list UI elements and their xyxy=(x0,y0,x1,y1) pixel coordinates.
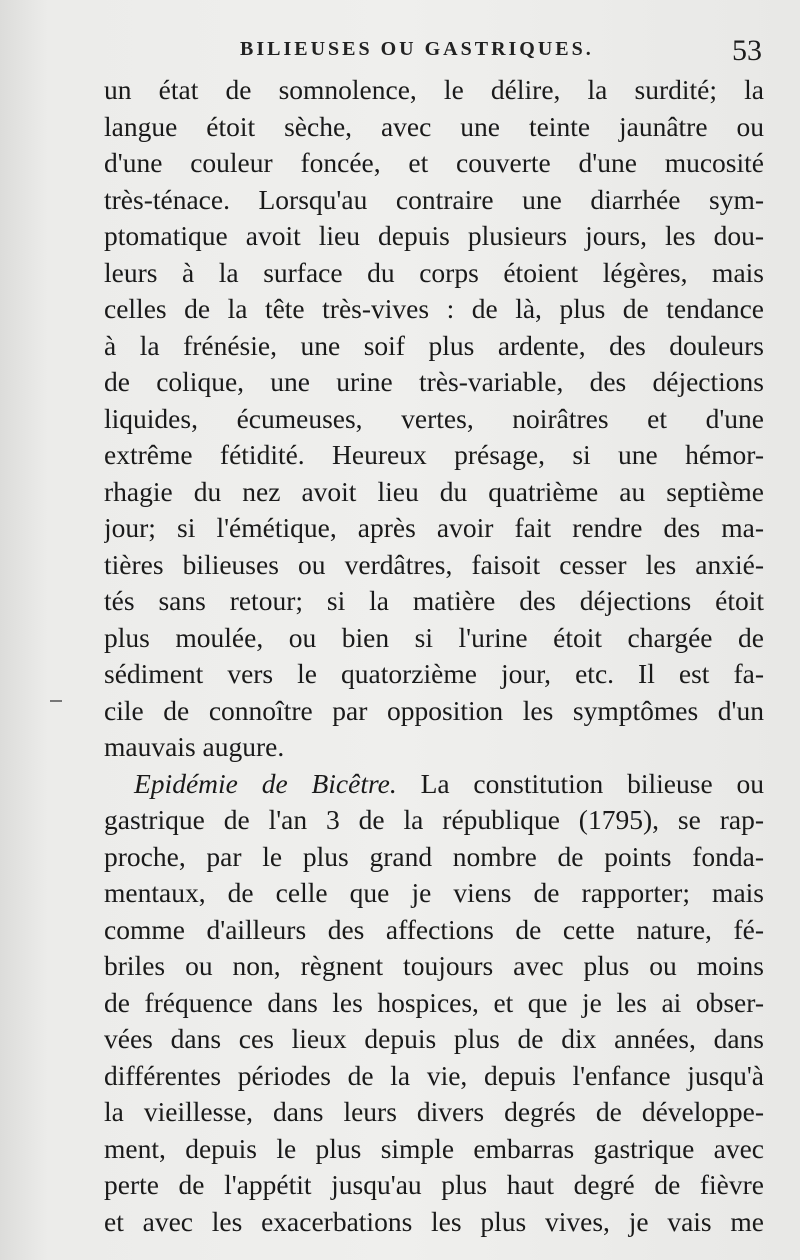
text-line xyxy=(104,766,764,803)
text-line-rest: La constitution bilieuse ou xyxy=(396,767,764,799)
text-line: tés sans retour; si la matière des déjections étoit xyxy=(104,585,764,616)
text-line: très-ténace. Lorsqu'au contraire une diarrhée sym- xyxy=(104,183,764,215)
text-line: comme d'ailleurs des affections de cette nature, fé- xyxy=(104,913,764,945)
paragraph-1 xyxy=(104,72,764,766)
text-line: vées dans ces lieux depuis plus de dix années, dans xyxy=(104,1023,764,1054)
running-title: BILIEUSES OU GASTRIQUES. xyxy=(240,38,594,60)
paragraph-2 xyxy=(104,766,764,1241)
text-line: ment, depuis le plus simple embarras gastrique avec xyxy=(104,1132,764,1164)
text-line: mauvais augure. xyxy=(104,731,285,762)
text-line: sédiment vers le quatorzième jour, etc. Il est fa- xyxy=(104,658,764,689)
text-line: un état de somnolence, le délire, la surdité; la xyxy=(104,74,764,105)
body-text xyxy=(104,72,764,1240)
text-line: de fréquence dans les hospices, et que je les ai obser- xyxy=(104,986,764,1018)
text-line: la vieillesse, dans leurs divers degrés de développe- xyxy=(104,1096,764,1127)
text-line: ptomatique avoit lieu depuis plusieurs jours, les dou- xyxy=(104,220,764,251)
text-line: liquides, écumeuses, vertes, noirâtres et d'une xyxy=(104,402,764,434)
text-line: et avec les exacerbations les plus vives, je vais me xyxy=(104,1205,764,1237)
text-line: perte de l'appétit jusqu'au plus haut degré de fièvre xyxy=(104,1169,764,1200)
text-line: briles ou non, règnent toujours avec plus ou moins xyxy=(104,950,764,981)
text-line: différentes périodes de la vie, depuis l'enfance jusqu'à xyxy=(104,1059,764,1091)
text-line: tières bilieuses ou verdâtres, faisoit cesser les anxié- xyxy=(104,548,764,580)
text-line: mentaux, de celle que je viens de rapporter; mais xyxy=(104,877,764,908)
text-line: gastrique de l'an 3 de la république (1795), se rap- xyxy=(104,804,764,835)
text-line: plus moulée, ou bien si l'urine étoit chargée de xyxy=(104,621,764,653)
text-line: extrême fétidité. Heureux présage, si une hémor- xyxy=(104,439,764,470)
text-line: langue étoit sèche, avec une teinte jaunâtre ou xyxy=(104,110,764,142)
text-line: proche, par le plus grand nombre de points fonda- xyxy=(104,840,764,872)
text-line: cile de connoître par opposition les symptômes d'un xyxy=(104,694,764,726)
margin-mark xyxy=(50,700,62,702)
paragraph-2-lines xyxy=(104,802,764,1240)
page-number: 53 xyxy=(732,34,762,67)
text-line: d'une couleur foncée, et couverte d'une mucosité xyxy=(104,147,764,178)
text-line: à la frénésie, une soif plus ardente, des douleurs xyxy=(104,329,764,361)
text-line: celles de la tête très-vives : de là, plus de tendance xyxy=(104,293,764,324)
text-line: jour; si l'émétique, après avoir fait rendre des ma- xyxy=(104,512,764,543)
text-line: de colique, une urine très-variable, des déjections xyxy=(104,366,764,397)
text-line: leurs à la surface du corps étoient légères, mais xyxy=(104,256,764,288)
running-head xyxy=(0,34,800,68)
section-heading-italic: Epidémie de Bicêtre. xyxy=(134,767,397,799)
text-line: rhagie du nez avoit lieu du quatrième au septième xyxy=(104,475,764,507)
